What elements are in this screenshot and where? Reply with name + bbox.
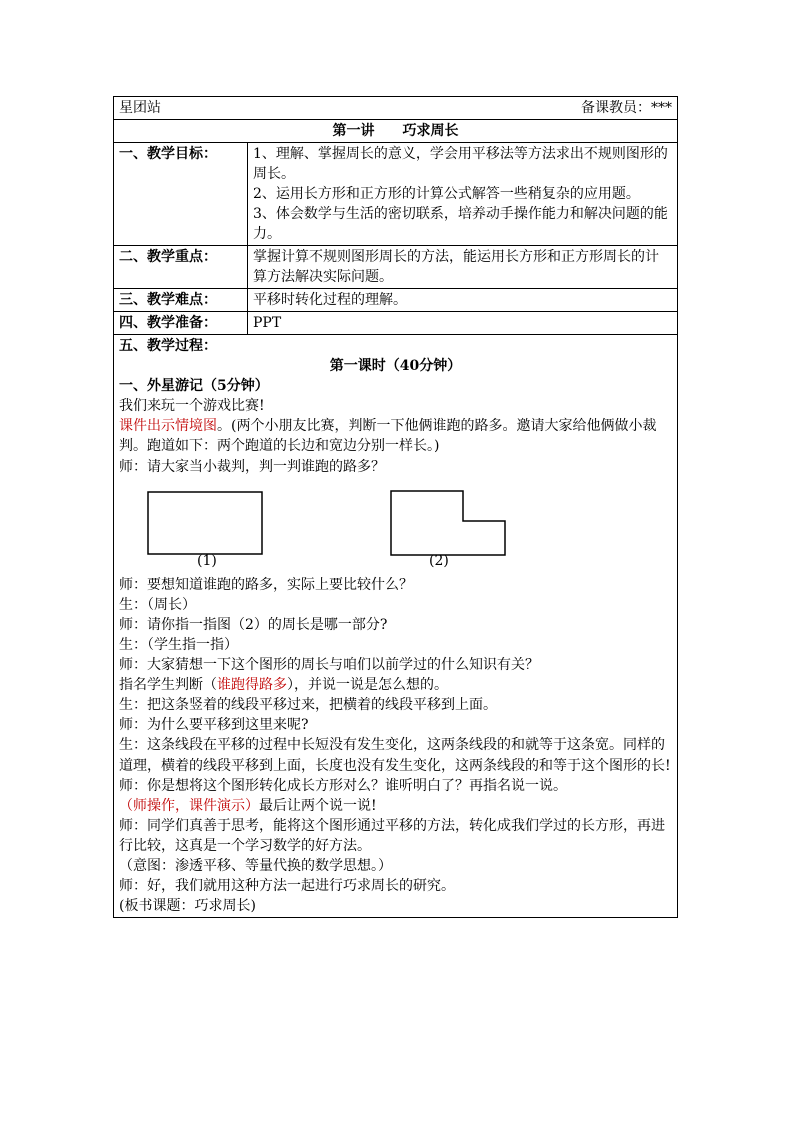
process-line: 生：把这条竖着的线段平移过来，把横着的线段平移到上面。 xyxy=(119,697,497,714)
process-line: 师：好，我们就用这种方法一起进行巧求周长的研究。 xyxy=(119,878,455,895)
header-row xyxy=(114,97,678,120)
process-line: 生：这条线段在平移的过程中长短没有发生变化，这两条线段的和就等于这条宽。同样的道理，横着的线段平移到上面，长度也没有发生变化，这两条线段的和等于这个图形的长! xyxy=(119,737,671,774)
period-heading: 第一课时（40分钟） xyxy=(329,358,462,375)
figure-1-caption: (1) xyxy=(197,552,217,569)
lesson-name: 巧求周长 xyxy=(402,123,459,139)
difficulty-label: 三、教学难点： xyxy=(114,289,248,312)
key-content: 掌握计算不规则图形周长的方法，能运用长方形和正方形周长的计算方法解决实际问题。 xyxy=(248,246,678,289)
process-line: 师：为什么要平移到这里来呢? xyxy=(119,717,309,734)
lesson-number: 第一讲 xyxy=(332,123,375,139)
process-line: 师：你是想将这个图形转化成长方形对么？谁听明白了？再指名说一说。 xyxy=(119,777,567,794)
prep-content: PPT xyxy=(248,312,678,335)
process-line: 师：请大家当小裁判，判一判谁跑的路多？ xyxy=(119,458,385,475)
process-line: 师：同学们真善于思考，能将这个图形通过平移的方法，转化成我们学过的长方形，再进行比较，这真是一个学习数学的好方法。 xyxy=(119,817,665,854)
lesson-title xyxy=(114,120,678,143)
goal-2: 2、运用长方形和正方形的计算公式解答一些稍复杂的应用题。 xyxy=(253,186,640,202)
section-1-heading: 一、外星游记（5分钟） xyxy=(119,378,269,395)
process-label: 五、教学过程： xyxy=(119,338,217,354)
teacher-label: 备课教员：*** xyxy=(581,100,672,116)
process-line: 生：（学生指一指） xyxy=(119,636,238,653)
process-line: 课件出示情境图。(两个小朋友比赛，判断一下他俩谁跑的路多。邀请大家给他俩做小裁判。跑道如下：两个跑道的长边和宽边分别一样长。) xyxy=(119,418,657,455)
key-label: 二、教学重点： xyxy=(114,246,248,289)
process-line: 我们来玩一个游戏比赛! xyxy=(119,398,265,415)
org-name: 星团站 xyxy=(119,100,161,116)
process-line: 师：请你指一指图（2）的周长是哪一部分? xyxy=(119,616,388,633)
process-line: 师：要想知道谁跑的路多，实际上要比较什么？ xyxy=(119,576,413,593)
rectangle-track-figure xyxy=(143,489,265,559)
red-note: 谁跑得路多 xyxy=(217,677,287,694)
goals-label: 一、教学目标： xyxy=(114,143,248,246)
process-line: 生：（周长） xyxy=(119,596,196,613)
difficulty-content: 平移时转化过程的理解。 xyxy=(248,289,678,312)
process-line: (板书课题：巧求周长) xyxy=(119,898,256,915)
goals-content xyxy=(248,143,678,246)
process-line: 师：大家猜想一下这个图形的周长与咱们以前学过的什么知识有关？ xyxy=(119,657,539,674)
process-line: （意图：渗透平移、等量代换的数学思想。） xyxy=(119,857,392,874)
process-cell xyxy=(114,335,678,918)
notched-track-figure xyxy=(387,489,511,559)
red-note: 课件出示情境图 xyxy=(119,418,217,435)
lesson-table xyxy=(113,96,678,918)
figure-2-caption: (2) xyxy=(429,552,449,569)
prep-label: 四、教学准备： xyxy=(114,312,248,335)
red-note: （师操作，课件演示） xyxy=(119,797,259,814)
process-line: （师操作，课件演示）最后让两个说一说! xyxy=(119,797,377,814)
goal-3: 3、体会数学与生活的密切联系，培养动手操作能力和解决问题的能力。 xyxy=(253,206,668,242)
lesson-plan xyxy=(113,96,677,918)
track-figures xyxy=(119,483,672,575)
goal-1: 1、理解、掌握周长的意义，学会用平移法等方法求出不规则图形的周长。 xyxy=(253,146,668,182)
process-line: 指名学生判断（谁跑得路多），并说一说是怎么想的。 xyxy=(119,677,448,694)
